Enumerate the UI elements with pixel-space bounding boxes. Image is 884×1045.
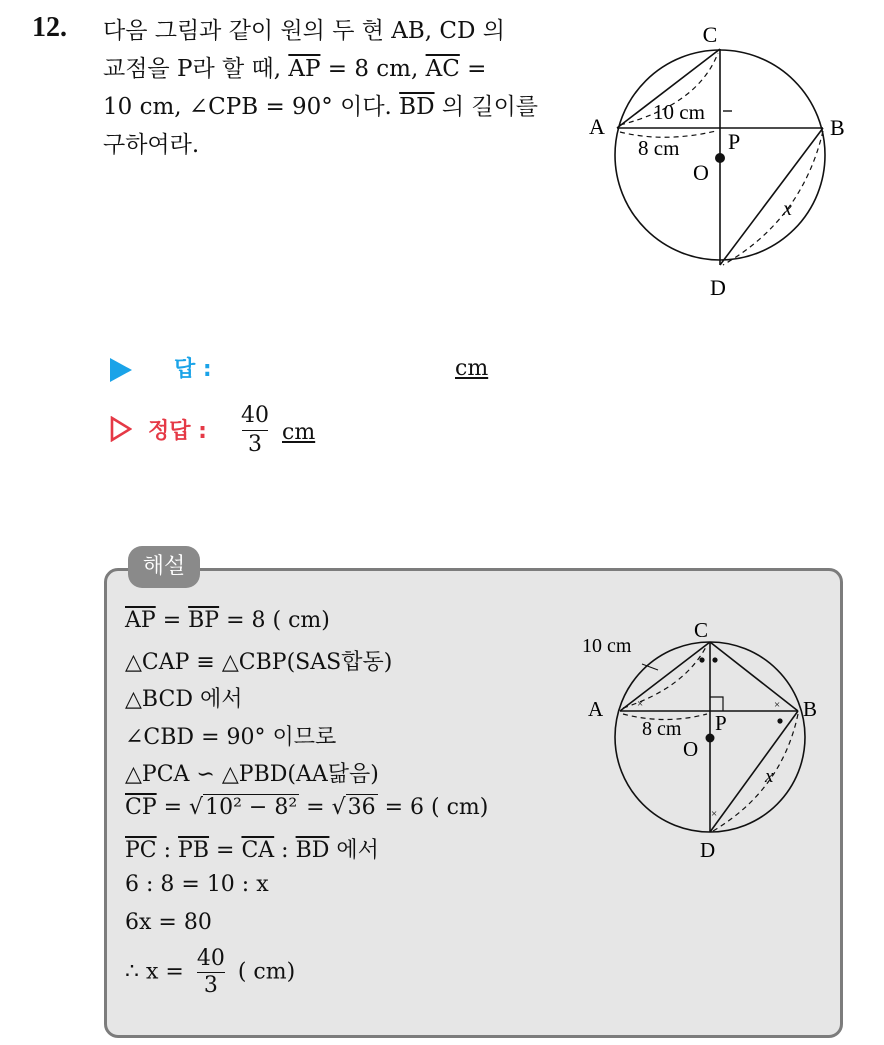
solution-line-2: △CAP ≡ △CBP(SAS합동): [125, 650, 393, 675]
solution-line-8: 6 : 8 = 10 : x: [125, 872, 269, 897]
solution-line-10: ∴ x = $\frac{40}{3}$ ( cm): [125, 946, 296, 998]
question-number: 12.: [32, 12, 67, 43]
length-ac: 10 cm: [653, 100, 705, 124]
segment-ac: [620, 642, 710, 711]
solution-line-5: △PCA ∽ △PBD(AA닮음): [125, 762, 379, 787]
label-p: P: [728, 129, 741, 154]
answer-unit: cm: [455, 356, 489, 381]
center-dot: [706, 734, 715, 743]
filled-triangle-icon: [110, 358, 132, 382]
outline-triangle-icon: [110, 416, 132, 442]
question-line-4: 구하여라.: [103, 132, 200, 158]
label-a: A: [588, 697, 604, 721]
label-p: P: [715, 711, 727, 735]
var-x: x: [783, 198, 792, 220]
answer-label: 답 :: [174, 357, 212, 382]
label-c: C: [693, 618, 709, 642]
angle-dot: [712, 657, 717, 662]
length-ac: 10 cm: [582, 635, 632, 657]
label-a: A: [589, 114, 605, 139]
label-o: O: [693, 160, 709, 185]
solution-line-7: $\overline{PC}$ : $\overline{PB} = \overline{CA}$ : $\overline{BD}$ 에서: [125, 838, 379, 863]
solution-line-4: ∠CBD = 90° 이므로: [125, 725, 337, 750]
correct-answer-unit: cm: [282, 420, 316, 445]
label-d: D: [700, 838, 716, 862]
length-ap: 8 cm: [642, 718, 682, 740]
angle-mark-x: ×: [637, 698, 644, 710]
solution-line-1: $\overline{AP} = \overline{BP} = 8$ ( cm): [125, 608, 330, 633]
center-dot: [715, 153, 725, 163]
angle-mark-x: ×: [711, 808, 718, 820]
question-text: [103, 12, 563, 164]
label-b: B: [803, 697, 818, 721]
question-circle-diagram: [580, 15, 860, 305]
label-d: D: [710, 275, 726, 300]
length-ap: 8 cm: [638, 136, 680, 160]
var-x: x: [765, 766, 774, 787]
solution-fraction: $\frac{40}{3}$: [196, 946, 225, 998]
angle-dot: [699, 657, 704, 662]
label-o: O: [683, 737, 699, 761]
correct-answer-fraction: 40 3: [241, 403, 269, 457]
angle-dot: [777, 718, 782, 723]
label-c: C: [702, 22, 718, 47]
angle-mark-x: ×: [774, 699, 781, 711]
solution-line-3: △BCD 에서: [125, 687, 243, 712]
question-line-1: 다음 그림과 같이 원의 두 현 AB, CD 의: [103, 18, 505, 44]
question-line-3: 10 cm, ∠CPB = 90° 이다. $\overline{BD}$ 의 길이를: [103, 94, 539, 120]
solution-line-6: $\overline{CP} = √10^2 - 8^2 = √36 = 6$ ( cm): [125, 795, 489, 820]
right-angle-mark: [710, 697, 723, 711]
label-b: B: [830, 115, 845, 140]
correct-answer-label: 정답 :: [148, 419, 207, 444]
solution-tab: 해설: [128, 546, 200, 588]
solution-line-9: 6x = 80: [125, 910, 212, 935]
question-line-2: 교점을 P라 할 때, $\overline{AP} = 8$ cm, $\overline{AC}$ =: [103, 56, 487, 82]
solution-circle-diagram: [570, 610, 835, 875]
